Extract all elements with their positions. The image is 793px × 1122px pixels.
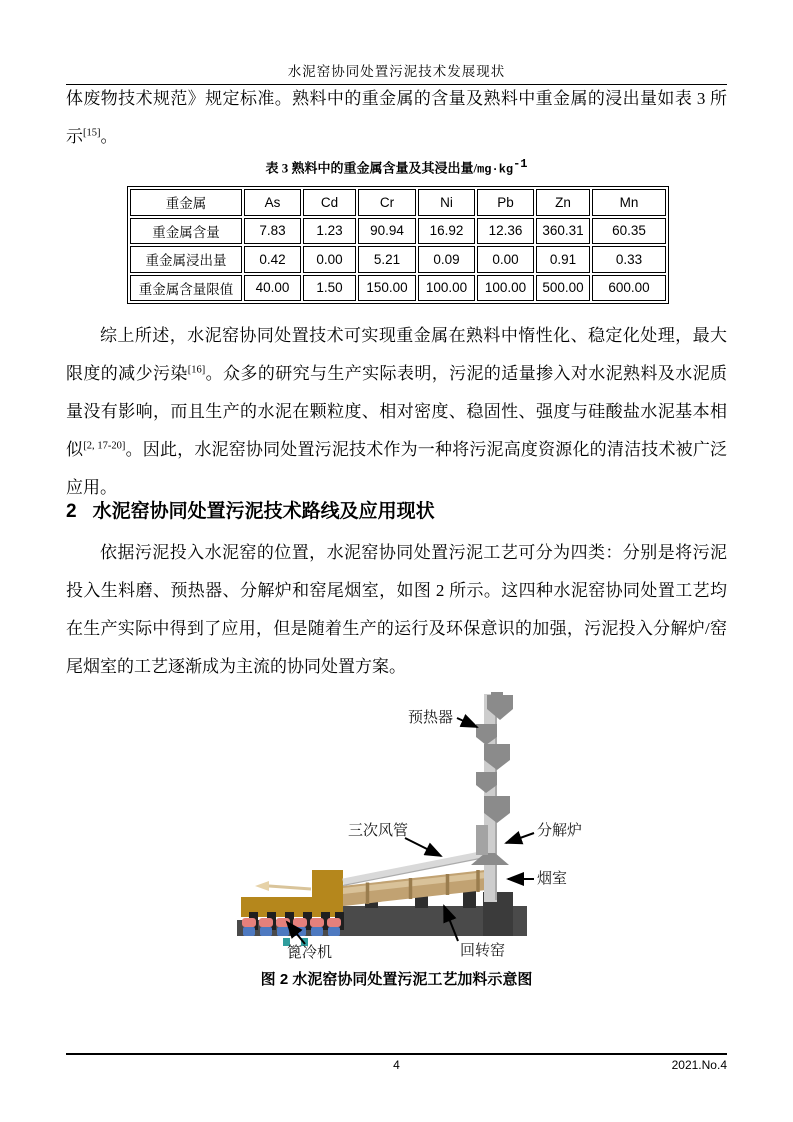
table-header-cell: Zn bbox=[536, 189, 590, 216]
table-row bbox=[130, 246, 666, 273]
calciner-label: 分解炉 bbox=[537, 823, 583, 839]
calciner-arrow bbox=[506, 833, 534, 843]
table3-caption-text: 表 3 熟料中的重金属含量及其浸出量/ bbox=[265, 160, 478, 176]
cooler-feed-pipe bbox=[269, 886, 311, 889]
table-header-cell: As bbox=[244, 189, 301, 216]
table-header-cell: Pb bbox=[477, 189, 534, 216]
table-header-cell: Mn bbox=[592, 189, 666, 216]
preheater-arrow bbox=[457, 718, 477, 727]
value-cell: 600.00 bbox=[592, 275, 666, 302]
section-number: 2 bbox=[66, 501, 77, 522]
table-header-cell: Ni bbox=[418, 189, 475, 216]
table-header-cell: 重金属 bbox=[130, 189, 242, 216]
table-header-cell: Cr bbox=[358, 189, 416, 216]
paragraph-text: 体废物技术规范》规定标准。熟料中的重金属的含量及熟料中重金属的浸出量如表 3 所示 bbox=[66, 89, 727, 146]
tertiary-air-duct-label: 三次风管 bbox=[348, 823, 409, 839]
paragraph-continued bbox=[66, 80, 727, 156]
grate-cooler-label: 篦冷机 bbox=[287, 945, 333, 961]
citation-16: [16] bbox=[187, 364, 206, 376]
figure2-diagram bbox=[225, 692, 615, 964]
citation-2-17-20: [2, 17-20] bbox=[83, 440, 126, 452]
value-cell: 0.00 bbox=[477, 246, 534, 273]
paragraph-text: 。 bbox=[100, 127, 118, 146]
value-cell: 100.00 bbox=[477, 275, 534, 302]
row-label-cell: 重金属浸出量 bbox=[130, 246, 242, 273]
table-header-row bbox=[130, 189, 666, 216]
paragraph-section2: 依据污泥投入水泥窑的位置，水泥窑协同处置污泥工艺可分为四类：分别是将污泥投入生料磨、预热器、分解炉和窑尾烟室，如图 2 所示。这四种水泥窑协同处置工艺均在生产实际中得到了应用，但是随着生产的运行及环保意识的加强，污泥投入分解炉/窑尾烟室的工艺逐渐成为主流的协同处置方案。 bbox=[66, 543, 727, 676]
section-heading-2 bbox=[66, 499, 727, 525]
value-cell: 0.33 bbox=[592, 246, 666, 273]
heavy-metals-table bbox=[127, 186, 669, 304]
figure2-caption: 图 2 水泥窑协同处置污泥工艺加料示意图 bbox=[260, 971, 533, 988]
value-cell: 16.92 bbox=[418, 218, 475, 245]
table-row bbox=[130, 218, 666, 245]
footer-page-number: 4 bbox=[393, 1058, 400, 1072]
value-cell: 150.00 bbox=[358, 275, 416, 302]
value-cell: 40.00 bbox=[244, 275, 301, 302]
table3-caption bbox=[66, 155, 727, 178]
value-cell: 60.35 bbox=[592, 218, 666, 245]
table-header-cell: Cd bbox=[303, 189, 356, 216]
grate-cooler-body bbox=[241, 870, 343, 917]
preheater-label: 预热器 bbox=[408, 710, 454, 726]
table3-caption-unit: mg·kg bbox=[477, 162, 514, 177]
value-cell: 500.00 bbox=[536, 275, 590, 302]
paragraph-text: 综上所述，水泥窑协同处置技术可实现重金属在熟料中惰性化、稳定化处理，最大限度的减少污染 bbox=[66, 326, 727, 383]
paragraph-text: 。因此，水泥窑协同处置污泥技术作为一种将污泥高度资源化的清洁技术被广泛应用。 bbox=[66, 440, 728, 497]
calciner-body bbox=[476, 825, 488, 855]
value-cell: 90.94 bbox=[358, 218, 416, 245]
row-label-cell: 重金属含量限值 bbox=[130, 275, 242, 302]
footer-issue-number: 2021.No.4 bbox=[671, 1058, 727, 1072]
value-cell: 7.83 bbox=[244, 218, 301, 245]
rotary-kiln-label: 回转窑 bbox=[460, 943, 506, 959]
value-cell: 0.42 bbox=[244, 246, 301, 273]
value-cell: 0.91 bbox=[536, 246, 590, 273]
cooler-feed-arrow bbox=[255, 881, 269, 891]
footer-rule bbox=[66, 1053, 727, 1055]
smoke-chamber-label: 烟室 bbox=[537, 871, 568, 887]
citation-15: [15] bbox=[83, 127, 101, 139]
value-cell: 1.50 bbox=[303, 275, 356, 302]
value-cell: 0.00 bbox=[303, 246, 356, 273]
table-row bbox=[130, 275, 666, 302]
tertiary-air-duct-arrow bbox=[405, 838, 441, 856]
table3-body bbox=[130, 218, 666, 302]
value-cell: 100.00 bbox=[418, 275, 475, 302]
value-cell: 5.21 bbox=[358, 246, 416, 273]
paragraph-summary bbox=[66, 317, 727, 507]
value-cell: 360.31 bbox=[536, 218, 590, 245]
paragraph-text: 。众多的研究与生产实际表明，污泥的适量掺入对水泥熟料及水泥质量没有影响，而且生产的水泥在颗粒度、相对密度、稳固性、强度与硅酸盐水泥基本相似 bbox=[66, 364, 728, 459]
section-title: 水泥窑协同处置污泥技术路线及应用现状 bbox=[92, 501, 435, 522]
row-label-cell: 重金属含量 bbox=[130, 218, 242, 245]
value-cell: 1.23 bbox=[303, 218, 356, 245]
value-cell: 0.09 bbox=[418, 246, 475, 273]
value-cell: 12.36 bbox=[477, 218, 534, 245]
running-header-title: 水泥窑协同处置污泥技术发展现状 bbox=[287, 64, 506, 79]
table3-caption-unit-exponent: -1 bbox=[513, 157, 528, 171]
